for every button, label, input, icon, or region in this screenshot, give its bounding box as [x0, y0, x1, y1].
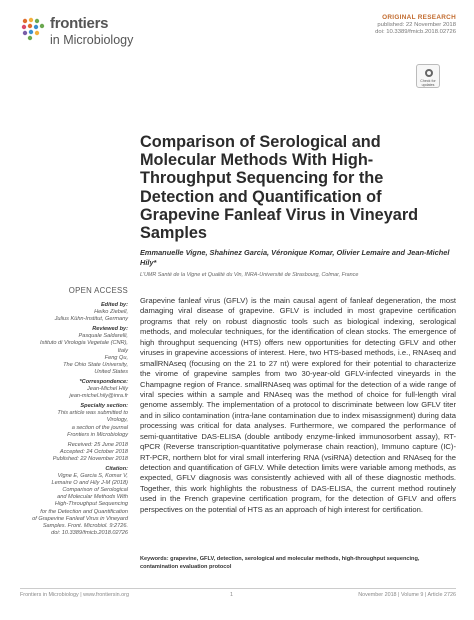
footer-issue-info: November 2018 | Volume 9 | Article 2726: [358, 592, 456, 598]
article-type: ORIGINAL RESEARCH: [382, 14, 456, 21]
affiliation: L'UMR Santé de la Vigne et Qualité du Vin, INRA-Université de Strasbourg, Colmar, France: [140, 272, 359, 278]
frontiers-logo-icon: [20, 16, 46, 42]
page-number: 1: [230, 592, 233, 598]
sidebar-line: Frontiers in Microbiology: [67, 431, 128, 438]
sidebar-line: United States: [94, 368, 128, 375]
sidebar-line: Feng Qu,: [104, 354, 128, 361]
article-title: Comparison of Serological and Molecular Methods With High-Throughput Sequencing for the Detection and Quantification of Grapevine Fanleaf Virus in Vineyard Samples: [140, 133, 419, 243]
sidebar-line: Virology,: [106, 417, 128, 424]
sidebar-line: Lemaire O and Hily J-M (2018): [51, 480, 128, 487]
logo-line1: frontiers: [50, 15, 109, 32]
sidebar-line: for the Detection and Quantification: [40, 508, 128, 515]
article-sidebar: [20, 302, 128, 540]
sidebar-line: Istituto di Virologia Vegetale (CNR),: [40, 340, 128, 347]
citation-doi-link[interactable]: doi: 10.3389/fmicb.2018.02726: [51, 529, 128, 536]
sidebar-line: Vigne E, Garcia S, Komar V,: [57, 473, 128, 480]
page-footer: [20, 588, 456, 598]
doi-link[interactable]: doi: 10.3389/fmicb.2018.02726: [375, 29, 456, 35]
sidebar-correspondence: [20, 379, 128, 400]
keywords-text: grapevine, GFLV, detection, serological and molecular methods, high-throughput sequencing, contamination evaluation protocol: [140, 556, 420, 570]
published-date-sidebar: Published: 22 November 2018: [52, 455, 128, 462]
footer-journal-link[interactable]: Frontiers in Microbiology | www.frontiersin.org: [20, 592, 129, 598]
sidebar-line: of Grapevine Fanleaf Virus in Vineyard: [32, 515, 128, 522]
sidebar-heading: Edited by:: [100, 302, 128, 308]
sidebar-line: Pasquale Saldarelli,: [78, 333, 128, 340]
sidebar-citation: [20, 466, 128, 537]
sidebar-line: This article was submitted to: [57, 410, 128, 417]
author-list: Emmanuelle Vigne, Shahinez Garcia, Véronique Komar, Olivier Lemaire and Jean-Michel Hily*: [140, 248, 450, 267]
received-date: Received: 25 June 2018: [67, 441, 128, 448]
journal-logo: [20, 14, 160, 54]
sidebar-line: The Ohio State University,: [63, 361, 128, 368]
check-for-updates-button[interactable]: [416, 64, 440, 88]
article-meta: [375, 14, 456, 35]
accepted-date: Accepted: 24 October 2018: [59, 448, 128, 455]
sidebar-heading: Reviewed by:: [92, 326, 128, 333]
abstract-text: Grapevine fanleaf virus (GFLV) is the main causal agent of fanleaf degeneration, the most damaging viral disease of grapevine. GFLV is included in most grapevine certification programs that rely on robust diagnostic tools such as biological indexing, serological methods, and molecular techniques, for the identification of clean stocks. The emergence of high throughput sequencing (HTS) offers new opportunities for detecting GFLV and other viruses in grapevine accessions of interest. Here, two HTS-based methods, i.e., RNAseq and smallRNAseq (focusing on the 21 to 27 nt) were explored for their potential to characterize the virome of grapevine samples from two 30-year-old GFLV-infected vineyards in the Champagne region of France. smallRNAseq was optimal for the detection of a wide range of viral species within a sample and RNAseq was the method of choice for full-length viral genome assembly. The implementation of a protocol to discriminate between low GFLV titer and in silico contamination (intra-lane contamination due to index misassignment) during data processing was critical for data analyses. Furthermore, we compared the performance of semi-quantitative DAS-ELISA (double antibody enzyme-linked immunosorbent assay), RT-qPCR (Reverse transcription-quantitative polymerase chain reaction), Immuno capture (IC)-RT-PCR, northern blot for viral small interfering RNA (vsiRNA) detection and RNAseq for the detection and quantification of GFLV. While detection limits were variable among methods, as expected, GFLV diagnosis was consistently achieved with all of these diagnostic methods. Together, this work highlights the robustness of DAS-ELISA, the current method routinely used in the French grapevine certification program, for the detection of GFLV and offers perspectives on the potential of HTS as an approach of high interest for certification.: [140, 296, 456, 514]
sidebar-line: High-Throughput Sequencing: [54, 501, 128, 508]
sidebar-line: a section of the journal: [71, 424, 128, 431]
keywords: [140, 556, 456, 571]
sidebar-line: Julius Kühn-Institut, Germany: [54, 316, 128, 323]
sidebar-line: Comparison of Serological: [62, 487, 128, 494]
open-access-label: OPEN ACCESS: [68, 286, 128, 295]
logo-line2: in Microbiology: [50, 33, 134, 47]
published-date: published: 22 November 2018: [377, 22, 456, 28]
sidebar-line: Italy: [117, 347, 128, 354]
sidebar-line: Samples. Front. Microbiol. 9:2726.: [42, 522, 128, 529]
sidebar-heading: Specialty section:: [80, 403, 128, 410]
sidebar-dates: [20, 442, 128, 463]
update-icon: [425, 69, 433, 77]
correspondence-email-link[interactable]: jean-michel.hily@inra.fr: [69, 393, 128, 400]
sidebar-line: and Molecular Methods With: [57, 494, 128, 501]
sidebar-reviewed-by: [20, 326, 128, 376]
sidebar-specialty: [20, 403, 128, 438]
sidebar-line: Jean-Michel Hily: [86, 386, 128, 393]
keywords-label: Keywords:: [140, 556, 169, 562]
sidebar-heading: Citation:: [105, 465, 128, 472]
sidebar-heading: *Correspondence:: [79, 378, 128, 385]
sidebar-edited-by: [20, 302, 128, 323]
sidebar-line: Heiko Ziebell,: [94, 309, 128, 316]
check-updates-label: Check for updates: [420, 79, 436, 87]
